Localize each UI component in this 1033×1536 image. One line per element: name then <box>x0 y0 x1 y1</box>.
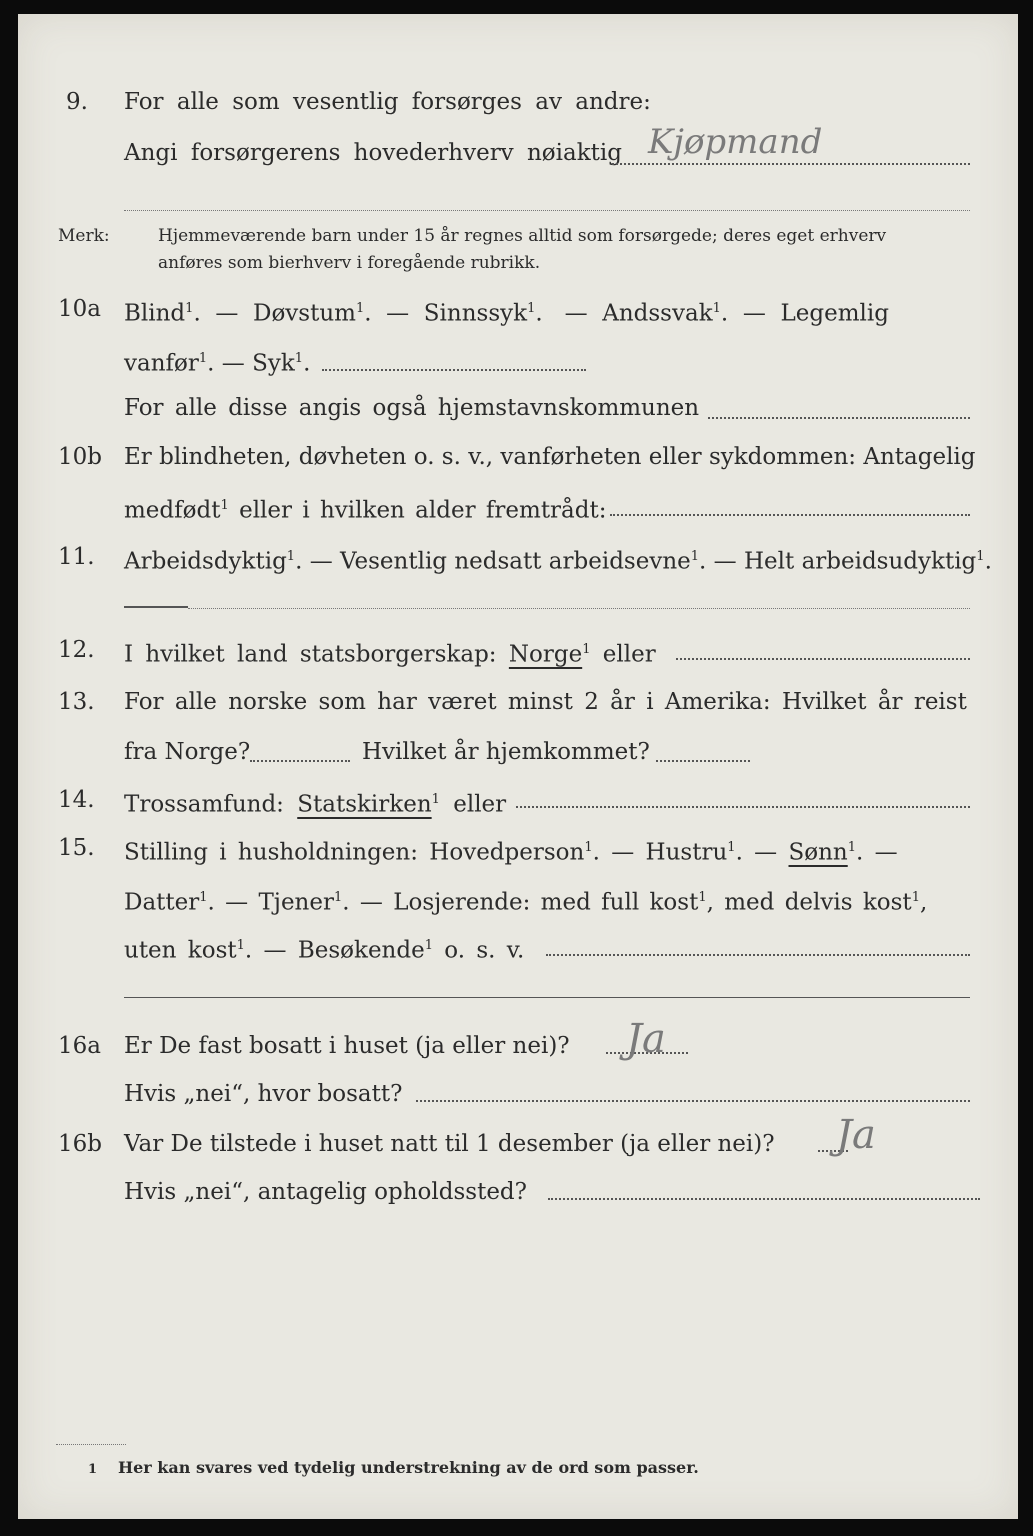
q10a-number: 10a <box>58 296 101 322</box>
q16b-opholdssted-line <box>548 1198 980 1200</box>
q9-number: 9. <box>66 89 88 115</box>
q15-sonn-underlined: Sønn <box>788 839 848 866</box>
q16a-line2: Hvis „nei“, hvor bosatt? <box>124 1081 403 1107</box>
q16b-number: 16b <box>58 1131 102 1157</box>
q12-norge-underlined: Norge <box>508 641 583 668</box>
q10b-line1: Er blindheten, døvheten o. s. v., vanførheten eller sykdommen: Antagelig <box>124 444 976 470</box>
q16b-line2: Hvis „nei“, antagelig opholdssted? <box>124 1179 527 1205</box>
q10b-number: 10b <box>58 444 102 470</box>
q14-answer-line <box>516 806 970 808</box>
q10b-line2: medfødt$^1$ eller i hvilken alder fremtrådt: <box>124 497 607 524</box>
q16a-number: 16a <box>58 1033 101 1059</box>
q12-line: I hvilket land statsborgerskap: Norge$^1$ eller <box>124 641 656 668</box>
footnote-text: Her kan svares ved tydelig understrekning av de ord som passer. <box>118 1458 699 1477</box>
q16a-bosatt-line <box>416 1100 970 1102</box>
footnote-mark: 1 <box>88 1462 98 1477</box>
q10a-answer-line <box>322 369 586 371</box>
q9-line2: Angi forsørgerens hovederhverv nøiaktig <box>124 140 622 166</box>
q15-line1: Stilling i husholdningen: Hovedperson$^1$. — Hustru$^1$. — Sønn$^1$. — <box>124 839 898 866</box>
q15-number: 15. <box>58 835 95 861</box>
q9-handwritten-answer: Kjøpmand <box>648 122 823 162</box>
merk-line1: Hjemmeværende barn under 15 år regnes alltid som forsørgede; deres eget erhverv <box>158 226 887 246</box>
merk-line2: anføres som bierhverv i foregående rubrikk. <box>158 253 541 273</box>
q16a-line1: Er De fast bosatt i huset (ja eller nei)? <box>124 1033 570 1059</box>
q13-line1: For alle norske som har været minst 2 år i Amerika: Hvilket år reist <box>124 689 967 715</box>
footnote-rule <box>56 1444 126 1445</box>
q15-answer-line <box>546 954 970 956</box>
q13-reist-line <box>250 760 350 762</box>
q10b-answer-line <box>610 514 970 516</box>
q12-number: 12. <box>58 637 95 663</box>
q9-separator <box>124 210 970 211</box>
q14-line: Trossamfund: Statskirken$^1$ eller <box>124 791 507 818</box>
q16b-handwritten-answer: Ja <box>836 1112 876 1158</box>
merk-label: Merk: <box>58 226 110 246</box>
q11-underline-mark <box>124 606 188 608</box>
q16a-handwritten-answer: Ja <box>626 1016 666 1062</box>
q9-line1: For alle som vesentlig forsørges av andre: <box>124 89 651 115</box>
q10a-line2: vanfør$^1$. — Syk$^1$. <box>124 350 311 377</box>
q13-number: 13. <box>58 689 95 715</box>
q14-number: 14. <box>58 787 95 813</box>
q11-separator <box>188 608 970 609</box>
q11-number: 11. <box>58 544 95 570</box>
q13-line2b: Hvilket år hjemkommet? <box>362 739 650 765</box>
q10a-line1: Blind$^1$. — Døvstum$^1$. — Sinnssyk$^1$. — Andssvak$^1$. — Legemlig <box>124 300 889 327</box>
q13-line2a: fra Norge? <box>124 739 251 765</box>
q11-line1: Arbeidsdyktig$^1$. — Vesentlig nedsatt arbeidsevne$^1$. — Helt arbeidsudyktig$^1$. <box>124 548 992 575</box>
q16b-line1: Var De tilstede i huset natt til 1 desember (ja eller nei)? <box>124 1131 775 1157</box>
q9-answer-line <box>612 163 970 165</box>
q15-line2: Datter$^1$. — Tjener$^1$. — Losjerende: med full kost$^1$, med delvis kost$^1$, <box>124 889 928 916</box>
q10a-hjemstavn-line <box>708 417 970 419</box>
q12-answer-line <box>676 658 970 660</box>
q15-separator <box>124 997 970 998</box>
q13-hjemkommet-line <box>656 760 750 762</box>
q15-line3: uten kost$^1$. — Besøkende$^1$ o. s. v. <box>124 937 525 964</box>
q14-statskirken-underlined: Statskirken <box>297 791 432 818</box>
q10a-line3: For alle disse angis også hjemstavnskommunen <box>124 395 700 421</box>
